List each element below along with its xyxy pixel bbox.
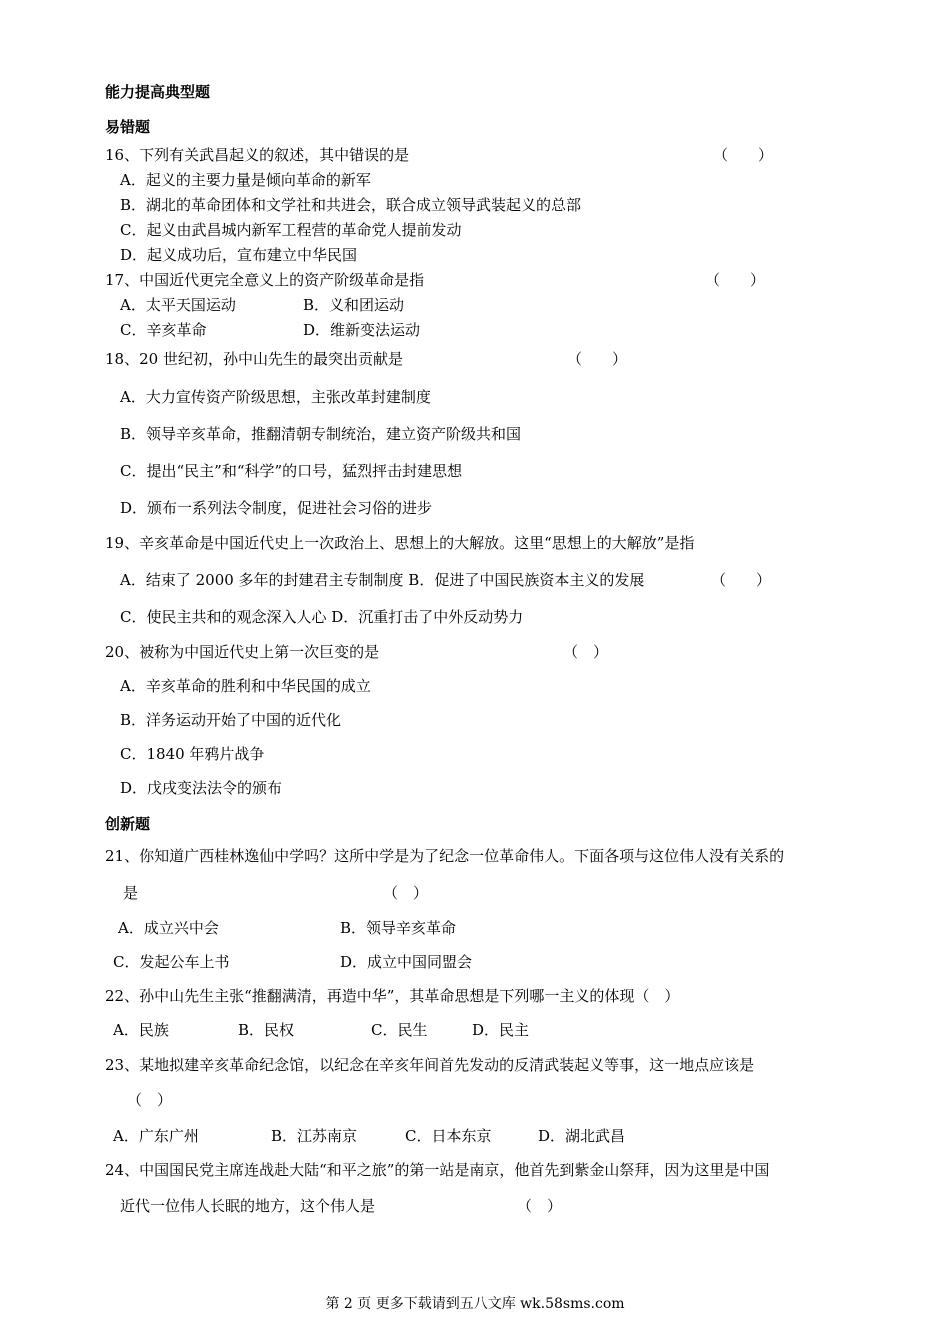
question-stem-continued: 近代一位伟人长眠的地方，这个伟人是 xyxy=(120,1197,376,1215)
question-stem: 22、孙中山先生主张“推翻满清，再造中华”，其革命思想是下列哪一主义的体现（ ） xyxy=(105,987,680,1005)
answer-blank: （ ） xyxy=(127,1091,173,1109)
question-stem: 16、下列有关武昌起义的叙述，其中错误的是 xyxy=(105,146,410,164)
option-d: D．颁布一系列法令制度，促进社会习俗的进步 xyxy=(120,499,433,517)
option-a: A．起义的主要力量是倾向革命的新军 xyxy=(120,171,371,189)
option-c: C．辛亥革命 xyxy=(120,321,207,339)
question-stem: 18、20 世纪初，孙中山先生的最突出贡献是 xyxy=(105,350,403,368)
option-d: D．湖北武昌 xyxy=(538,1127,626,1145)
option-d: D．成立中国同盟会 xyxy=(340,953,473,971)
option-b: B．洋务运动开始了中国的近代化 xyxy=(120,711,342,729)
page-footer: 第 2 页 更多下载请到五八文库 wk.58sms.com xyxy=(325,1296,625,1312)
option-d: D．民主 xyxy=(472,1021,530,1039)
option-c: C．1840 年鸦片战争 xyxy=(120,745,265,763)
option-b: B．湖北的革命团体和文学社和共进会，联合成立领导武装起义的总部 xyxy=(120,196,582,214)
option-c: C．民生 xyxy=(371,1021,428,1039)
option-b: B．领导辛亥革命，推翻清朝专制统治，建立资产阶级共和国 xyxy=(120,425,522,443)
option-c: C．日本东京 xyxy=(405,1127,492,1145)
question-stem: 23、某地拟建辛亥革命纪念馆，以纪念在辛亥年间首先发动的反清武装起义等事，这一地点应该是 xyxy=(105,1056,755,1074)
option-a: A．成立兴中会 xyxy=(118,919,219,937)
question-stem: 19、辛亥革命是中国近代史上一次政治上、思想上的大解放。这里“思想上的大解放”是指 xyxy=(105,534,695,552)
option-a: A．民族 xyxy=(113,1021,169,1039)
option-c: C．起义由武昌城内新军工程营的革命党人提前发动 xyxy=(120,221,462,239)
question-stem: 24、中国国民党主席连战赴大陆“和平之旅”的第一站是南京，他首先到紫金山祭拜，因为这里是中国 xyxy=(105,1161,770,1179)
option-c: C．提出“民主”和“科学”的口号，猛烈抨击封建思想 xyxy=(120,462,463,480)
option-b: B．民权 xyxy=(238,1021,295,1039)
answer-blank: （ ） xyxy=(713,146,774,164)
option-b: B．领导辛亥革命 xyxy=(340,919,457,937)
section-title: 能力提高典型题 xyxy=(105,83,211,101)
answer-blank: （ ） xyxy=(567,350,628,368)
answer-blank: （ ） xyxy=(563,643,609,661)
option-b: B．江苏南京 xyxy=(271,1127,358,1145)
section-creative-heading: 创新题 xyxy=(105,815,151,833)
question-stem: 21、你知道广西桂林逸仙中学吗？这所中学是为了纪念一位革命伟人。下面各项与这位伟人没有关系的 xyxy=(105,847,785,865)
option-a: A．大力宣传资产阶级思想，主张改革封建制度 xyxy=(120,388,431,406)
section-easy-heading: 易错题 xyxy=(105,118,151,136)
option-a: A．辛亥革命的胜利和中华民国的成立 xyxy=(120,677,371,695)
question-stem: 17、中国近代更完全意义上的资产阶级革命是指 xyxy=(105,271,425,289)
option-a: A．太平天国运动 xyxy=(120,296,236,314)
option-c: C．发起公车上书 xyxy=(113,953,230,971)
question-stem: 20、被称为中国近代史上第一次巨变的是 xyxy=(105,643,380,661)
option-b: B．义和团运动 xyxy=(303,296,405,314)
question-stem-continued: 是 xyxy=(123,884,139,902)
answer-blank: （ ） xyxy=(383,884,429,902)
option-cd: C．使民主共和的观念深入人心 D．沉重打击了中外反动势力 xyxy=(120,608,524,626)
answer-blank: （ ） xyxy=(517,1197,563,1215)
option-d: D．戊戌变法法令的颁布 xyxy=(120,779,283,797)
answer-blank: （ ） xyxy=(711,571,772,589)
option-ab: A．结束了 2000 多年的封建君主专制制度 B．促进了中国民族资本主义的发展 xyxy=(120,571,645,589)
answer-blank: （ ） xyxy=(705,271,766,289)
option-d: D．起义成功后，宣布建立中华民国 xyxy=(120,246,358,264)
option-a: A．广东广州 xyxy=(113,1127,199,1145)
option-d: D．维新变法运动 xyxy=(303,321,421,339)
